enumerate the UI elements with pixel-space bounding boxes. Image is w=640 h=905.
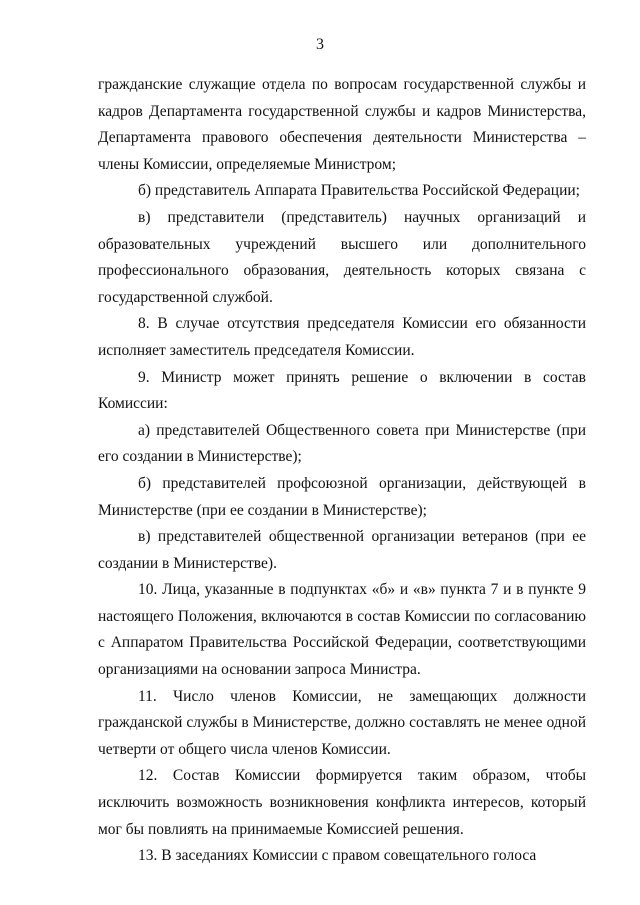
paragraph-item-12: 12. Состав Комиссии формируется таким образом, чтобы исключить возможность возникновения конфликта интересов, который мог бы повлиять на принимаемые Комиссией решения. xyxy=(98,767,586,838)
paragraph-subitem-v: в) представители (представитель) научных организаций и образовательных учреждений высшего или дополнительного профессионального образования, деятельность которых связана с государственной службой. xyxy=(98,208,586,306)
paragraph-item-10: 10. Лица, указанные в подпунктах «б» и «в» пункта 7 и в пункте 9 настоящего Положения, включаются в состав Комиссии по согласованию с Аппаратом Правительства Российской Федерации, соответствующими организациями на основании запроса Министра. xyxy=(98,581,586,679)
paragraph-subitem-v-2: в) представителей общественной организации ветеранов (при ее создании в Министерстве). xyxy=(98,528,586,572)
paragraph-subitem-a: а) представителей Общественного совета при Министерстве (при его создании в Министерстве); xyxy=(98,421,586,466)
paragraph-item-8: 8. В случае отсутствия председателя Комиссии его обязанности исполняет заместитель председателя Комиссии. xyxy=(98,315,586,359)
document-body xyxy=(98,72,586,870)
paragraph-subitem-b: б) представитель Аппарата Правительства Российской Федерации; xyxy=(138,182,580,200)
paragraph-subitem-b-2: б) представителей профсоюзной организации, действующей в Министерстве (при ее создании в Министерстве); xyxy=(98,474,586,519)
paragraph-item-11: 11. Число членов Комиссии, не замещающих должности гражданской службы в Министерстве, должно составлять не менее одной четверти от общего числа членов Комиссии. xyxy=(98,687,586,758)
page-number: 3 xyxy=(316,36,324,53)
paragraph-item-13: 13. В заседаниях Комиссии с правом совещательного голоса xyxy=(138,847,537,865)
paragraph-item-9: 9. Министр может принять решение о включении в состав Комиссии: xyxy=(98,368,586,413)
paragraph-continuation: гражданские служащие отдела по вопросам государственной службы и кадров Департамента государственной службы и кадров Министерства, Департамента правового обеспечения деятельности Министерства – члены Комиссии, определяемые Министром; xyxy=(98,76,586,173)
